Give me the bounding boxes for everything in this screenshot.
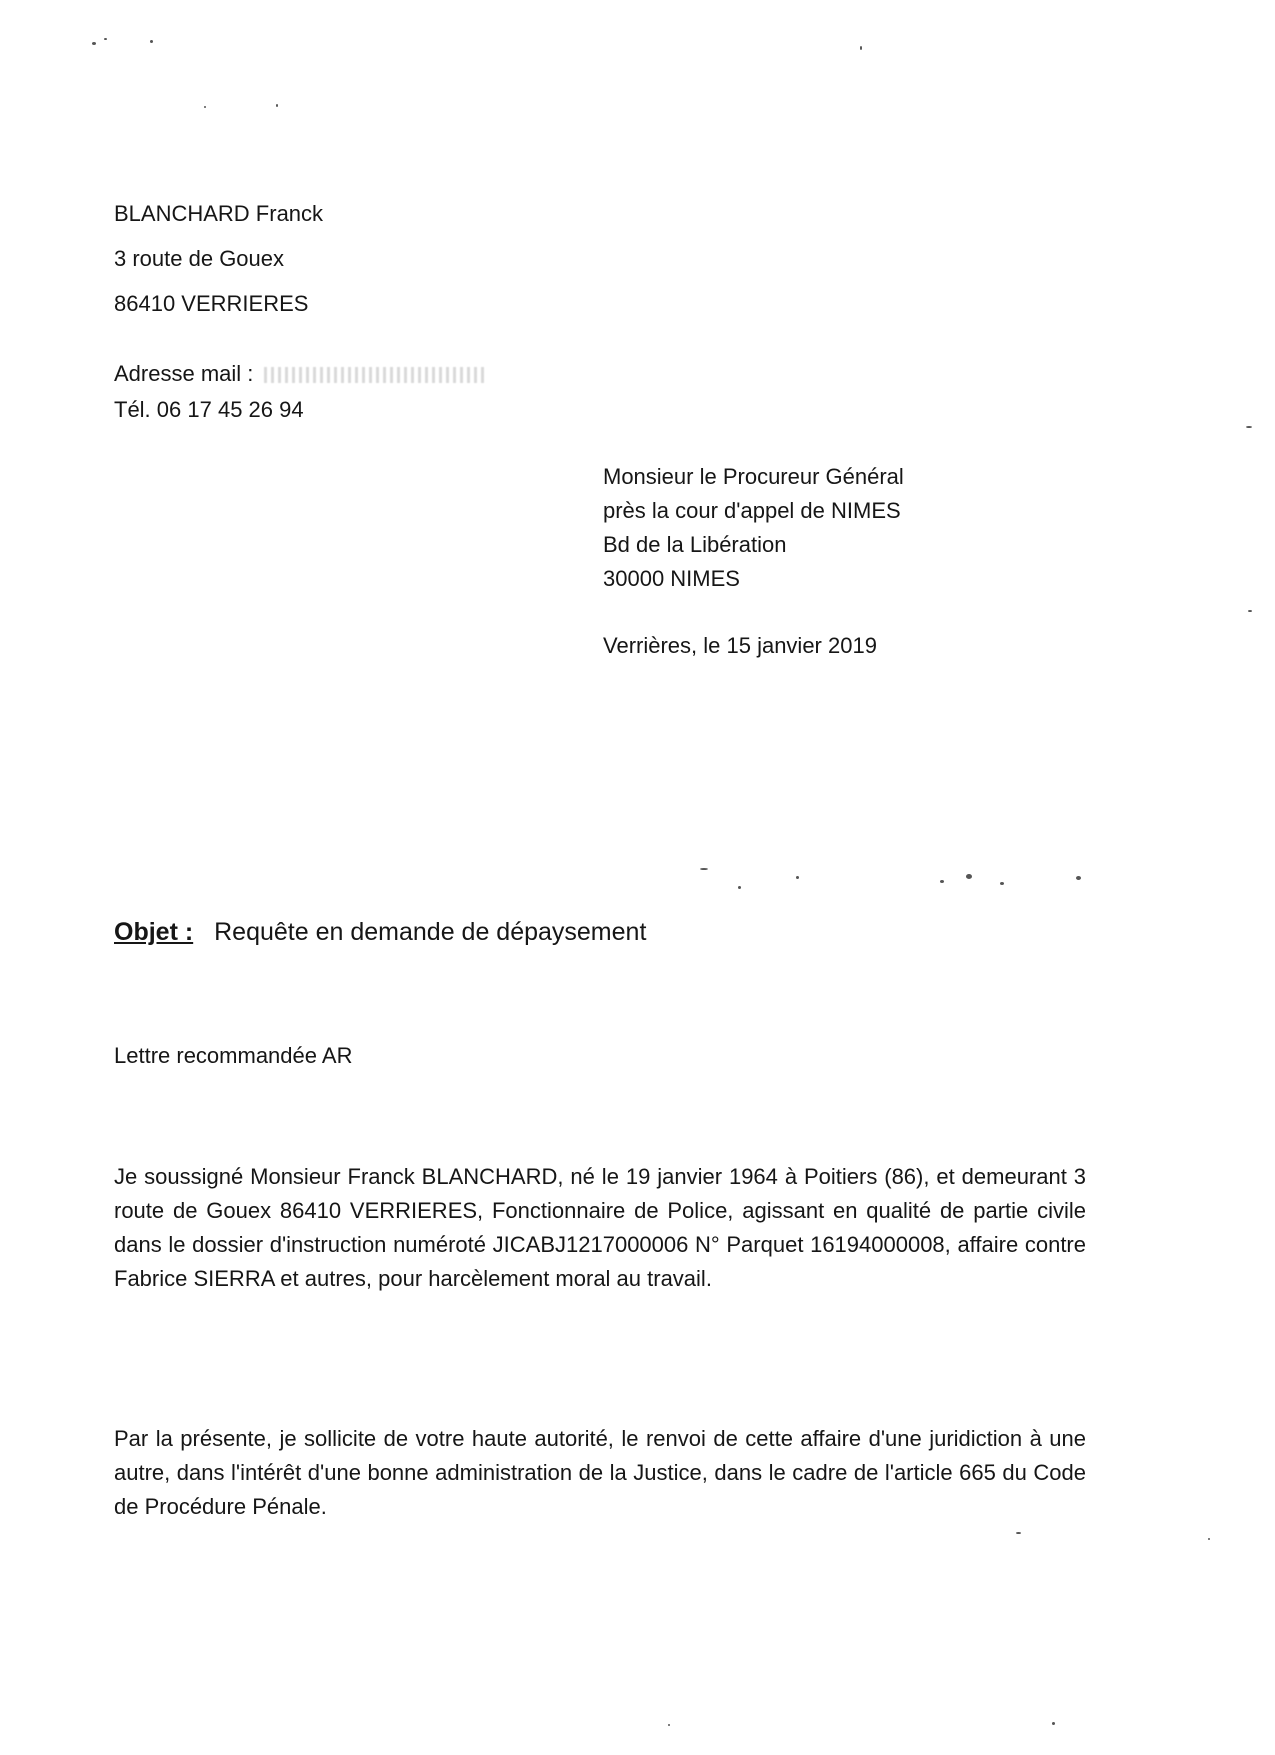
body-paragraph-1: Je soussigné Monsieur Franck BLANCHARD, né le 19 janvier 1964 à Poitiers (86), et demeurant 3 route de Gouex 86410 VERRIERES, Fonctionnaire de Police, agissant en qualité de partie civile dans le dossier d'instruction numéroté JICABJ1217000006 N° Parquet 16194000008, affaire contre Fabrice SIERRA et autres, pour harcèlement moral au travail. — [114, 1164, 1086, 1291]
contact-block — [114, 356, 634, 428]
recipient-line-1: Monsieur le Procureur Général — [603, 464, 904, 489]
subject-line — [114, 912, 1014, 952]
scan-speck — [150, 40, 153, 43]
scan-speck — [796, 876, 799, 879]
letter-date: Verrières, le 15 janvier 2019 — [603, 633, 877, 658]
scan-speck — [1016, 1532, 1021, 1534]
scan-speck — [1248, 610, 1252, 612]
scan-speck — [668, 1724, 670, 1726]
scan-speck — [1076, 876, 1081, 880]
scan-speck — [276, 104, 278, 107]
scan-speck — [1208, 1538, 1210, 1540]
redacted-email — [264, 367, 484, 383]
scan-speck — [940, 880, 944, 883]
scan-speck — [738, 886, 741, 889]
email-label: Adresse mail : — [114, 361, 254, 386]
scan-speck — [1000, 882, 1004, 885]
sender-name: BLANCHARD Franck — [114, 201, 324, 226]
body-paragraph-2: Par la présente, je sollicite de votre haute autorité, le renvoi de cette affaire d'une juridiction à une autre, dans l'intérêt d'une bonne administration de la Justice, dans le cadre de l'article 665 du Code de Procédure Pénale. — [114, 1426, 1086, 1519]
recipient-block — [603, 460, 1103, 596]
scan-speck — [1246, 426, 1252, 428]
scan-speck — [104, 38, 107, 40]
delivery-mode: Lettre recommandée AR — [114, 1043, 353, 1068]
sender-block — [114, 196, 634, 331]
recipient-line-4: 30000 NIMES — [603, 566, 740, 591]
recipient-line-2: près la cour d'appel de NIMES — [603, 498, 901, 523]
sender-city: 86410 VERRIERES — [114, 291, 309, 316]
scan-speck — [92, 42, 96, 45]
subject-label: Objet : — [114, 918, 194, 946]
scan-speck — [860, 46, 862, 50]
subject-text: Requête en demande de dépaysement — [214, 918, 647, 946]
scan-speck — [966, 874, 972, 879]
phone-line: Tél. 06 17 45 26 94 — [114, 397, 304, 422]
scan-speck — [1052, 1722, 1055, 1725]
scan-speck — [700, 868, 708, 870]
recipient-line-3: Bd de la Libération — [603, 532, 787, 557]
scan-speck — [204, 106, 206, 108]
email-line — [114, 356, 634, 392]
sender-street: 3 route de Gouex — [114, 246, 285, 271]
